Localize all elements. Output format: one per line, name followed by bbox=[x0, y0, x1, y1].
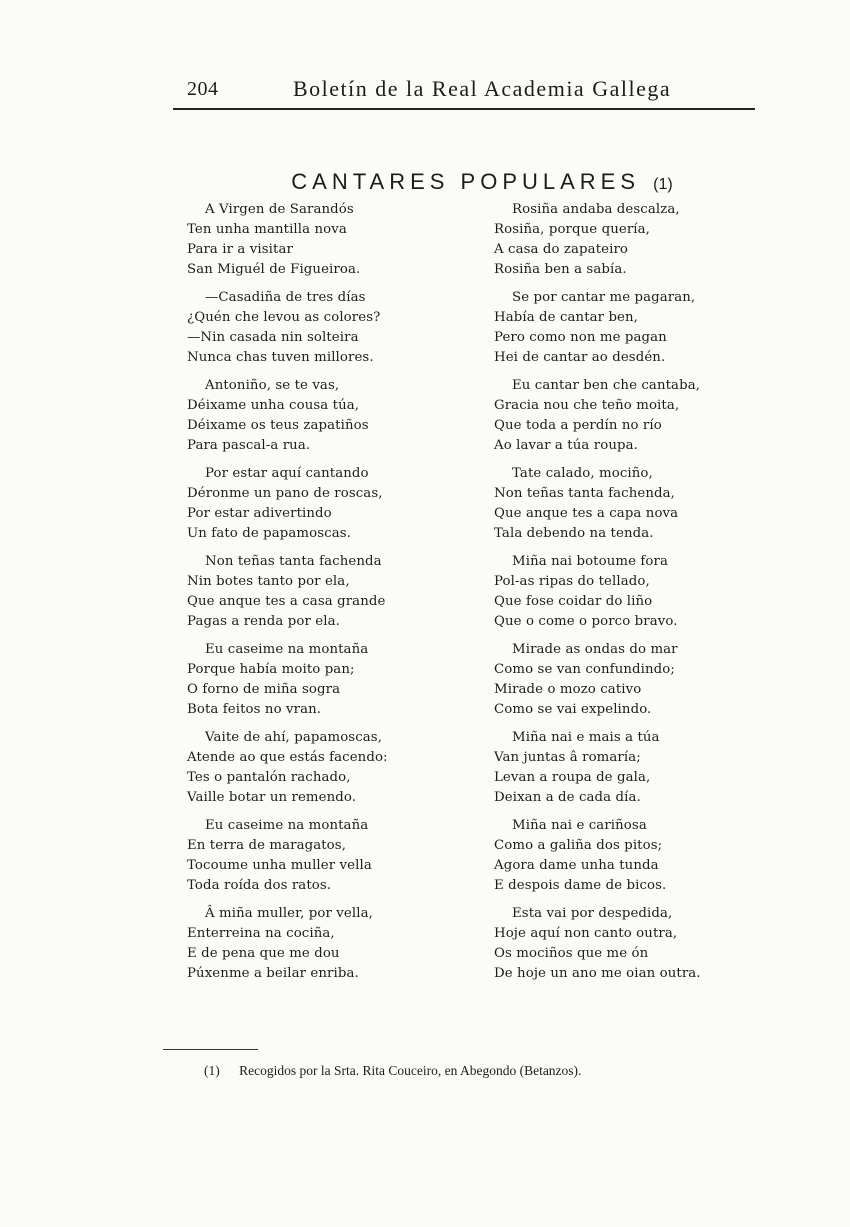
verse-line: Ao lavar a túa roupa. bbox=[494, 438, 638, 453]
verse-line: ¿Quén che levou as colores? bbox=[187, 310, 381, 325]
verse-line: Vaite de ahí, papamoscas, bbox=[205, 730, 383, 745]
verse-line: Pagas a renda por ela. bbox=[187, 614, 340, 629]
verse-line: Vaille botar un remendo. bbox=[187, 790, 357, 805]
verse-line: Como se van confundindo; bbox=[494, 662, 675, 677]
verse-line: Nunca chas tuven millores. bbox=[187, 350, 374, 365]
stanza bbox=[494, 464, 744, 544]
verse-line: Púxenme a beilar enriba. bbox=[187, 966, 359, 981]
verse-line: Ten unha mantilla nova bbox=[187, 222, 347, 237]
verse-line: Hei de cantar ao desdén. bbox=[494, 350, 666, 365]
footnote-text: Recogidos por la Srta. Rita Couceiro, en Abegondo (Betanzos). bbox=[239, 1063, 582, 1078]
header-rule bbox=[173, 108, 755, 110]
verse-line: Atende ao que estás facendo: bbox=[187, 750, 388, 765]
footnote-reference: (1) bbox=[653, 175, 673, 193]
verse-line: Bota feitos no vran. bbox=[187, 702, 322, 717]
verse-line: Déixame os teus zapatiños bbox=[187, 418, 369, 433]
verse-line: Un fato de papamoscas. bbox=[187, 526, 351, 541]
verse-line: A Virgen de Sarandós bbox=[205, 202, 354, 217]
stanza bbox=[494, 552, 744, 632]
stanza bbox=[494, 288, 744, 368]
verse-line: Eu caseime na montaña bbox=[205, 818, 369, 833]
verse-line: De hoje un ano me oian outra. bbox=[494, 966, 701, 981]
verse-line: Como a galiña dos pitos; bbox=[494, 838, 663, 853]
verse-line: E de pena que me dou bbox=[187, 946, 340, 961]
stanza bbox=[187, 640, 427, 720]
verse-line: Pero como non me pagan bbox=[494, 330, 667, 345]
verse-line: —Casadiña de tres días bbox=[205, 290, 366, 305]
verse-line: Levan a roupa de gala, bbox=[494, 770, 651, 785]
stanza bbox=[494, 728, 744, 808]
verse-line: Déixame unha cousa túa, bbox=[187, 398, 360, 413]
stanza bbox=[187, 816, 427, 896]
verse-line: Tala debendo na tenda. bbox=[494, 526, 654, 541]
page-header bbox=[173, 72, 755, 110]
footnote bbox=[204, 1063, 581, 1079]
verse-line: Que toda a perdín no río bbox=[494, 418, 662, 433]
verse-line: Miña nai e cariñosa bbox=[512, 818, 647, 833]
verse-line: Había de cantar ben, bbox=[494, 310, 639, 325]
verse-line: Nin botes tanto por ela, bbox=[187, 574, 350, 589]
verse-line: Hoje aquí non canto outra, bbox=[494, 926, 678, 941]
verse-line: Tocoume unha muller vella bbox=[187, 858, 372, 873]
running-title: Boletín de la Real Academia Gallega bbox=[293, 76, 672, 101]
verse-line: Enterreina na cociña, bbox=[187, 926, 335, 941]
verse-line: Para ir a visitar bbox=[187, 242, 293, 257]
stanza bbox=[187, 552, 427, 632]
verse-line: En terra de maragatos, bbox=[187, 838, 347, 853]
stanza bbox=[494, 904, 744, 984]
verse-line: Que anque tes a capa nova bbox=[494, 506, 679, 521]
page-number: 204 bbox=[187, 78, 219, 100]
stanza bbox=[494, 200, 744, 280]
section-title bbox=[0, 169, 850, 195]
verse-line: Van juntas â romaría; bbox=[494, 750, 641, 765]
verse-line: Rosiña, porque quería, bbox=[494, 222, 650, 237]
stanza bbox=[187, 376, 427, 456]
section-title-text: CANTARES POPULARES bbox=[291, 168, 641, 194]
verse-line: Tate calado, mociño, bbox=[512, 466, 653, 481]
verse-line: A casa do zapateiro bbox=[494, 242, 629, 257]
verse-line: Se por cantar me pagaran, bbox=[512, 290, 696, 305]
verse-line: Eu caseime na montaña bbox=[205, 642, 369, 657]
verse-line: Esta vai por despedida, bbox=[512, 906, 673, 921]
verse-line: Rosiña ben a sabía. bbox=[494, 262, 627, 277]
stanza bbox=[187, 904, 427, 984]
footnote-marker: (1) bbox=[204, 1063, 220, 1078]
verse-line: Por estar aquí cantando bbox=[205, 466, 369, 481]
stanza bbox=[187, 200, 427, 280]
stanza bbox=[187, 728, 427, 808]
verse-line: Eu cantar ben che cantaba, bbox=[512, 378, 701, 393]
verse-line: Déronme un pano de roscas, bbox=[187, 486, 383, 501]
verse-line: Rosiña andaba descalza, bbox=[512, 202, 680, 217]
verse-line: Que o come o porco bravo. bbox=[494, 614, 678, 629]
stanza bbox=[187, 464, 427, 544]
verse-line: Tes o pantalón rachado, bbox=[187, 770, 351, 785]
verse-line: Mirade o mozo cativo bbox=[494, 682, 642, 697]
verse-line: Non teñas tanta fachenda bbox=[205, 554, 382, 569]
stanza bbox=[494, 376, 744, 456]
verse-line: Toda roída dos ratos. bbox=[187, 878, 332, 893]
verse-line: Agora dame unha tunda bbox=[494, 858, 659, 873]
stanza bbox=[494, 816, 744, 896]
stanza bbox=[187, 288, 427, 368]
verse-line: Para pascal-a rua. bbox=[187, 438, 311, 453]
verse-line: Non teñas tanta fachenda, bbox=[494, 486, 675, 501]
poem-column-right bbox=[494, 200, 744, 992]
verse-line: Gracia nou che teño moita, bbox=[494, 398, 680, 413]
verse-line: Mirade as ondas do mar bbox=[512, 642, 678, 657]
verse-line: Que anque tes a casa grande bbox=[187, 594, 386, 609]
verse-line: Como se vai expelindo. bbox=[494, 702, 652, 717]
poem-column-left bbox=[187, 200, 427, 992]
verse-line: Que fose coidar do liño bbox=[494, 594, 653, 609]
verse-line: San Miguél de Figueiroa. bbox=[187, 262, 361, 277]
verse-line: Deixan a de cada día. bbox=[494, 790, 641, 805]
verse-line: O forno de miña sogra bbox=[187, 682, 341, 697]
verse-line: Porque había moito pan; bbox=[187, 662, 355, 677]
verse-line: Â miña muller, por vella, bbox=[205, 906, 373, 921]
verse-line: Por estar adivertindo bbox=[187, 506, 332, 521]
verse-line: E despois dame de bicos. bbox=[494, 878, 667, 893]
verse-line: Os mociños que me ón bbox=[494, 946, 649, 961]
verse-line: —Nin casada nin solteira bbox=[187, 330, 359, 345]
verse-line: Pol-as ripas do tellado, bbox=[494, 574, 650, 589]
verse-line: Miña nai botoume fora bbox=[512, 554, 669, 569]
verse-line: Antoniño, se te vas, bbox=[205, 378, 340, 393]
stanza bbox=[494, 640, 744, 720]
footnote-rule bbox=[163, 1049, 258, 1050]
verse-line: Miña nai e mais a túa bbox=[512, 730, 660, 745]
